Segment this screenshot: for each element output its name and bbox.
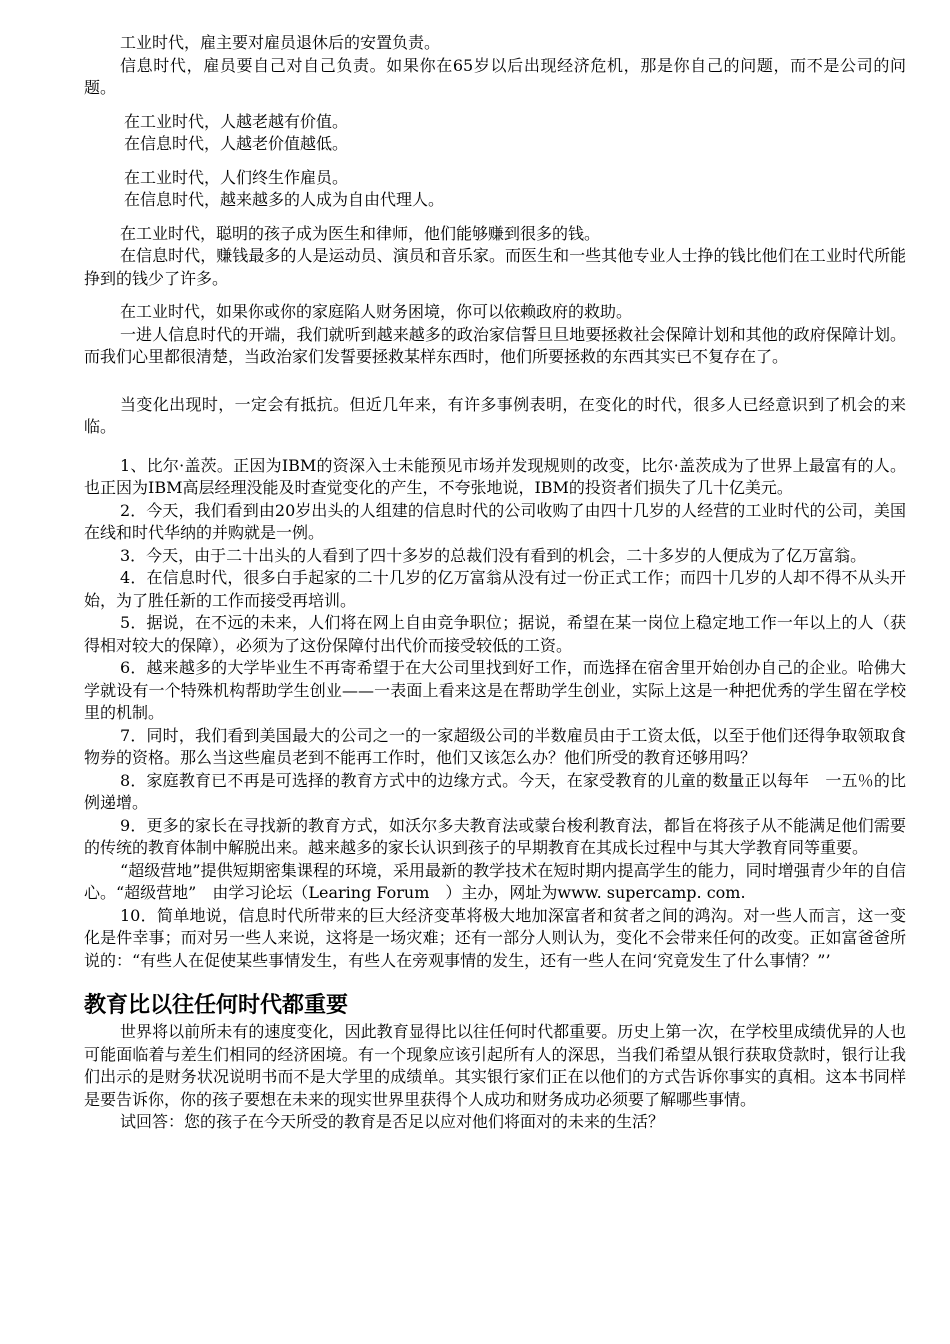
list-item: 1、比尔·盖茨。正因为IBM的资深入士未能预见市场并发现规则的改变，比尔·盖茨成为了世界上最富有的人。也正因为IBM高层经理没能及时查觉变化的产生，不夸张地说，IBM的投资者们损失了几十亿美元。	[84, 455, 906, 497]
list-item: 3．今天，由于二十出头的人看到了四十多岁的总裁们没有看到的机会，二十多岁的人便成为了亿万富翁。	[120, 545, 867, 565]
comparison-line: 在工业时代，人越老越有价值。	[124, 111, 349, 131]
paragraph: 在工业时代，如果你或你的家庭陷人财务困境，你可以依赖政府的救助。	[120, 302, 633, 321]
list-item: 8．家庭教育已不再是可选择的教育方式中的边缘方式。今天，在家受教育的儿童的数量正以每年 一五％的比例递增。	[84, 770, 906, 812]
list-item: 7．同时，我们看到美国最大的公司之一的一家超级公司的半数雇员由于工资太低，以至于他们还得争取领取食物券的资格。那么当这些雇员老到不能再工作时，他们又该怎么办？他们所受的教育还够用吗？	[84, 725, 906, 767]
paragraph: 信息时代，雇员要自己对自己负责。如果你在65岁以后出现经济危机，那是你自己的问题，而不是公司的问题。	[84, 55, 906, 97]
paragraph: 试回答：您的孩子在今天所受的教育是否足以应对他们将面对的未来的生活？	[120, 1112, 665, 1131]
comparison-line: 在工业时代，人们终生作雇员。	[124, 167, 349, 187]
paragraph: 世界将以前所未有的速度变化，因此教育显得比以往任何时代都重要。历史上第一次，在学校里成绩优异的人也可能面临着与差生们相同的经济困境。有一个现象应该引起所有人的深思，当我们希望从银行获取贷款时，银行让我们出示的是财务状况说明书而不是大学里的成绩单。其实银行家们正在以他们的方式告诉你事实的真相。这本书同样是要告诉你，你的孩子要想在未来的现实世界里获得个人成功和财务成功必须要了解哪些事情。	[84, 1022, 906, 1109]
section-heading: 教育比以往任何时代都重要	[84, 993, 349, 1018]
comparison-line: 在信息时代，越来越多的人成为自由代理人。	[124, 190, 445, 209]
list-item: 10．简单地说，信息时代所带来的巨大经济变革将极大地加深富者和贫者之间的鸿沟。对一些人而言，这一变化是件幸事；而对另一些人来说，这将是一场灾难；还有一部分人则认为，变化不会带来任何的改变。正如富爸爸所说的：“有些人在促使某些事情发生，有些人在旁观事情的发生，还有一些人在问‘究竟发生了什么事情？”’	[84, 905, 906, 970]
list-item: 9．更多的家长在寻找新的教育方式，如沃尔多夫教育法或蒙台梭利教育法，都旨在将孩子从不能满足他们需要的传统的教育体制中解脱出来。越来越多的家长认识到孩子的早期教育在其成长过程中与其大学教育同等重要。	[84, 815, 906, 857]
document-page	[84, 32, 906, 1134]
paragraph: 当变化出现时，一定会有抵抗。但近几年来，有许多事例表明，在变化的时代，很多人已经意识到了机会的来临。	[84, 394, 906, 436]
list-item: “超级营地”提供短期密集课程的环境，采用最新的教学技术在短时期内提高学生的能力，同时增强青少年的自信心。“超级营地” 由学习论坛（Learing Forum ）主办，网址为www. supercamp. com.	[84, 860, 906, 902]
paragraph: 工业时代，雇主要对雇员退休后的安置负责。	[120, 33, 441, 52]
paragraph: 在工业时代，聪明的孩子成为医生和律师，他们能够赚到很多的钱。	[120, 223, 601, 243]
list-item: 2．今天，我们看到由20岁出头的人组建的信息时代的公司收购了由四十几岁的人经营的工业时代的公司，美国在线和时代华纳的并购就是一例。	[84, 500, 906, 542]
list-item: 4．在信息时代，很多白手起家的二十几岁的亿万富翁从没有过一份正式工作；而四十几岁的人却不得不从头开始，为了胜任新的工作而接受再培训。	[84, 568, 906, 610]
paragraph: 一进人信息时代的开端，我们就听到越来越多的政治家信誓旦旦地要拯救社会保障计划和其他的政府保障计划。而我们心里都很清楚，当政治家们发誓要拯救某样东西时，他们所要拯救的东西其实已不复存在了。	[84, 324, 906, 366]
list-item: 5．据说，在不远的未来，人们将在网上自由竞争职位；据说，希望在某一岗位上稳定地工作一年以上的人（获得相对较大的保障），必须为了这份保障付出代价而接受较低的工资。	[84, 613, 906, 655]
paragraph: 在信息时代，赚钱最多的人是运动员、演员和音乐家。而医生和一些其他专业人士挣的钱比他们在工业时代所能挣到的钱少了许多。	[84, 246, 906, 288]
list-item: 6．越来越多的大学毕业生不再寄希望于在大公司里找到好工作，而选择在宿舍里开始创办自己的企业。哈佛大学就设有一个特殊机构帮助学生创业——一表面上看来这是在帮助学生创业，实际上这是一种把优秀的学生留在学校里的机制。	[84, 658, 906, 722]
comparison-line: 在信息时代，人越老价值越低。	[124, 134, 349, 153]
